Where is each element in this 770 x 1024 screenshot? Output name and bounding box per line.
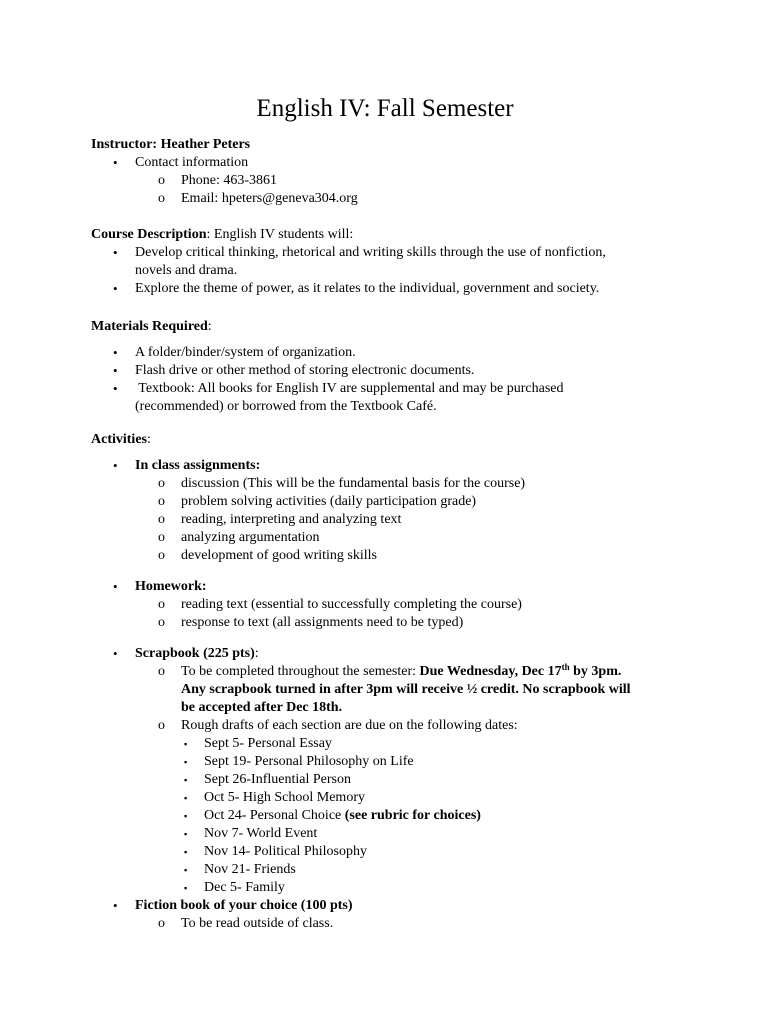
list-item [91, 244, 691, 262]
square-bullet-icon: ▪ [184, 865, 188, 875]
circle-bullet-icon: o [158, 191, 165, 206]
bullet-icon: • [113, 458, 118, 473]
circle-bullet-icon: o [158, 530, 165, 545]
bullet-icon: • [113, 155, 118, 170]
draft-date: Oct 24- Personal Choice [204, 808, 345, 823]
scrapbook-label: Scrapbook (225 pts) [135, 646, 255, 661]
material-item: A folder/binder/system of organization. [135, 345, 356, 360]
bullet-icon: • [113, 245, 118, 260]
list-item [91, 190, 691, 208]
homework-item: reading text (essential to successfully completing the course) [181, 597, 522, 612]
square-bullet-icon: ▪ [184, 775, 188, 785]
in-class-item: problem solving activities (daily participation grade) [181, 494, 477, 509]
circle-bullet-icon: o [158, 173, 165, 188]
bullet-icon: • [113, 646, 118, 661]
list-item [91, 457, 691, 475]
list-item-continuation [91, 398, 691, 416]
circle-bullet-icon: o [158, 512, 165, 527]
activities-label: Activities [91, 432, 147, 447]
materials-section [91, 318, 691, 416]
list-item [91, 915, 691, 933]
list-item [91, 172, 691, 190]
fiction-item: To be read outside of class. [181, 916, 334, 931]
bullet-icon: • [113, 898, 118, 913]
material-item: Textbook: All books for English IV are supplemental and may be purchased [135, 381, 564, 396]
homework-label: Homework: [135, 579, 207, 594]
square-bullet-icon: ▪ [184, 793, 188, 803]
list-item [91, 547, 691, 565]
list-item-continuation [91, 699, 691, 717]
square-bullet-icon: ▪ [184, 811, 188, 821]
instructor-section [91, 136, 691, 208]
circle-bullet-icon: o [158, 718, 165, 733]
square-bullet-icon: ▪ [184, 847, 188, 857]
bullet-icon: • [113, 363, 118, 378]
draft-date: Nov 14- Political Philosophy [204, 844, 367, 859]
activities-heading [91, 431, 691, 449]
bullet-icon: • [113, 381, 118, 396]
draft-date: Dec 5- Family [204, 880, 285, 895]
circle-bullet-icon: o [158, 597, 165, 612]
activities-suffix: : [146, 432, 151, 447]
square-bullet-icon: ▪ [184, 739, 188, 749]
fiction-label: Fiction book of your choice (100 pts) [135, 898, 353, 913]
list-item [91, 879, 691, 897]
list-item [91, 596, 691, 614]
activities-section [91, 431, 691, 933]
circle-bullet-icon: o [158, 615, 165, 630]
course-description-section [91, 226, 691, 298]
draft-date: Sept 19- Personal Philosophy on Life [204, 754, 414, 769]
draft-date: Nov 21- Friends [204, 862, 296, 877]
materials-suffix: : [207, 319, 212, 334]
list-item [91, 475, 691, 493]
draft-date: Oct 5- High School Memory [204, 790, 365, 805]
phone-text: Phone: 463-3861 [181, 173, 278, 188]
scrapbook-drafts-intro: Rough drafts of each section are due on the following dates: [181, 718, 518, 733]
list-item [91, 789, 691, 807]
scrapbook-deadline: be accepted after Dec 18th. [181, 700, 343, 715]
list-item [91, 771, 691, 789]
list-item [91, 753, 691, 771]
list-item [91, 493, 691, 511]
list-item [91, 529, 691, 547]
instructor-label: Instructor: Heather Peters [91, 137, 251, 152]
course-description-intro: : English IV students will: [206, 227, 354, 242]
list-item [91, 735, 691, 753]
list-item [91, 825, 691, 843]
draft-date: Sept 5- Personal Essay [204, 736, 332, 751]
scrapbook-due-prefix: To be completed throughout the semester: [181, 664, 420, 679]
description-item: novels and drama. [135, 263, 238, 278]
contact-label: Contact information [135, 155, 249, 170]
materials-heading [91, 318, 691, 336]
list-item [91, 897, 691, 915]
material-item: (recommended) or borrowed from the Textbook Café. [135, 399, 437, 414]
list-item [91, 380, 691, 398]
list-item [91, 362, 691, 380]
list-item [91, 511, 691, 529]
circle-bullet-icon: o [158, 916, 165, 931]
draft-date: Sept 26-Influential Person [204, 772, 351, 787]
list-item-continuation [91, 681, 691, 699]
list-item [91, 663, 691, 681]
bullet-icon: • [113, 579, 118, 594]
course-description-label: Course Description [91, 227, 207, 242]
email-text: Email: hpeters@geneva304.org [181, 191, 358, 206]
list-item [91, 861, 691, 879]
in-class-item: reading, interpreting and analyzing text [181, 512, 402, 527]
in-class-item: discussion (This will be the fundamental basis for the course) [181, 476, 526, 491]
square-bullet-icon: ▪ [184, 883, 188, 893]
list-item [91, 717, 691, 735]
material-item: Flash drive or other method of storing electronic documents. [135, 363, 475, 378]
description-item: Develop critical thinking, rhetorical and writing skills through the use of nonfiction, [135, 245, 606, 260]
choice-note: (see rubric for choices) [344, 808, 481, 823]
bullet-icon: • [113, 281, 118, 296]
scrapbook-late-policy: Any scrapbook turned in after 3pm will receive ½ credit. No scrapbook will [181, 682, 631, 697]
homework-item: response to text (all assignments need to be typed) [181, 615, 464, 630]
list-item-continuation [91, 262, 691, 280]
list-item [91, 843, 691, 861]
list-item [91, 280, 691, 298]
list-item [91, 614, 691, 632]
in-class-item: development of good writing skills [181, 548, 377, 563]
scrapbook-due-time: by 3pm. [569, 664, 622, 679]
bullet-icon: • [113, 345, 118, 360]
list-item [91, 344, 691, 362]
scrapbook-due-date: Due Wednesday, Dec 17 [419, 664, 562, 679]
course-description-heading [91, 226, 691, 244]
circle-bullet-icon: o [158, 476, 165, 491]
circle-bullet-icon: o [158, 494, 165, 509]
square-bullet-icon: ▪ [184, 829, 188, 839]
in-class-label: In class assignments: [135, 458, 261, 473]
draft-date: Nov 7- World Event [204, 826, 318, 841]
in-class-item: analyzing argumentation [181, 530, 320, 545]
list-item [91, 578, 691, 596]
square-bullet-icon: ▪ [184, 757, 188, 767]
list-item [91, 807, 691, 825]
description-item: Explore the theme of power, as it relates to the individual, government and society. [135, 281, 600, 296]
circle-bullet-icon: o [158, 548, 165, 563]
materials-label: Materials Required [91, 319, 208, 334]
page-title: English IV: Fall Semester [256, 95, 514, 122]
list-item [91, 645, 691, 663]
scrapbook-suffix: : [254, 646, 259, 661]
list-item [91, 154, 691, 172]
scrapbook-due-sup: th [561, 662, 570, 672]
circle-bullet-icon: o [158, 664, 165, 679]
